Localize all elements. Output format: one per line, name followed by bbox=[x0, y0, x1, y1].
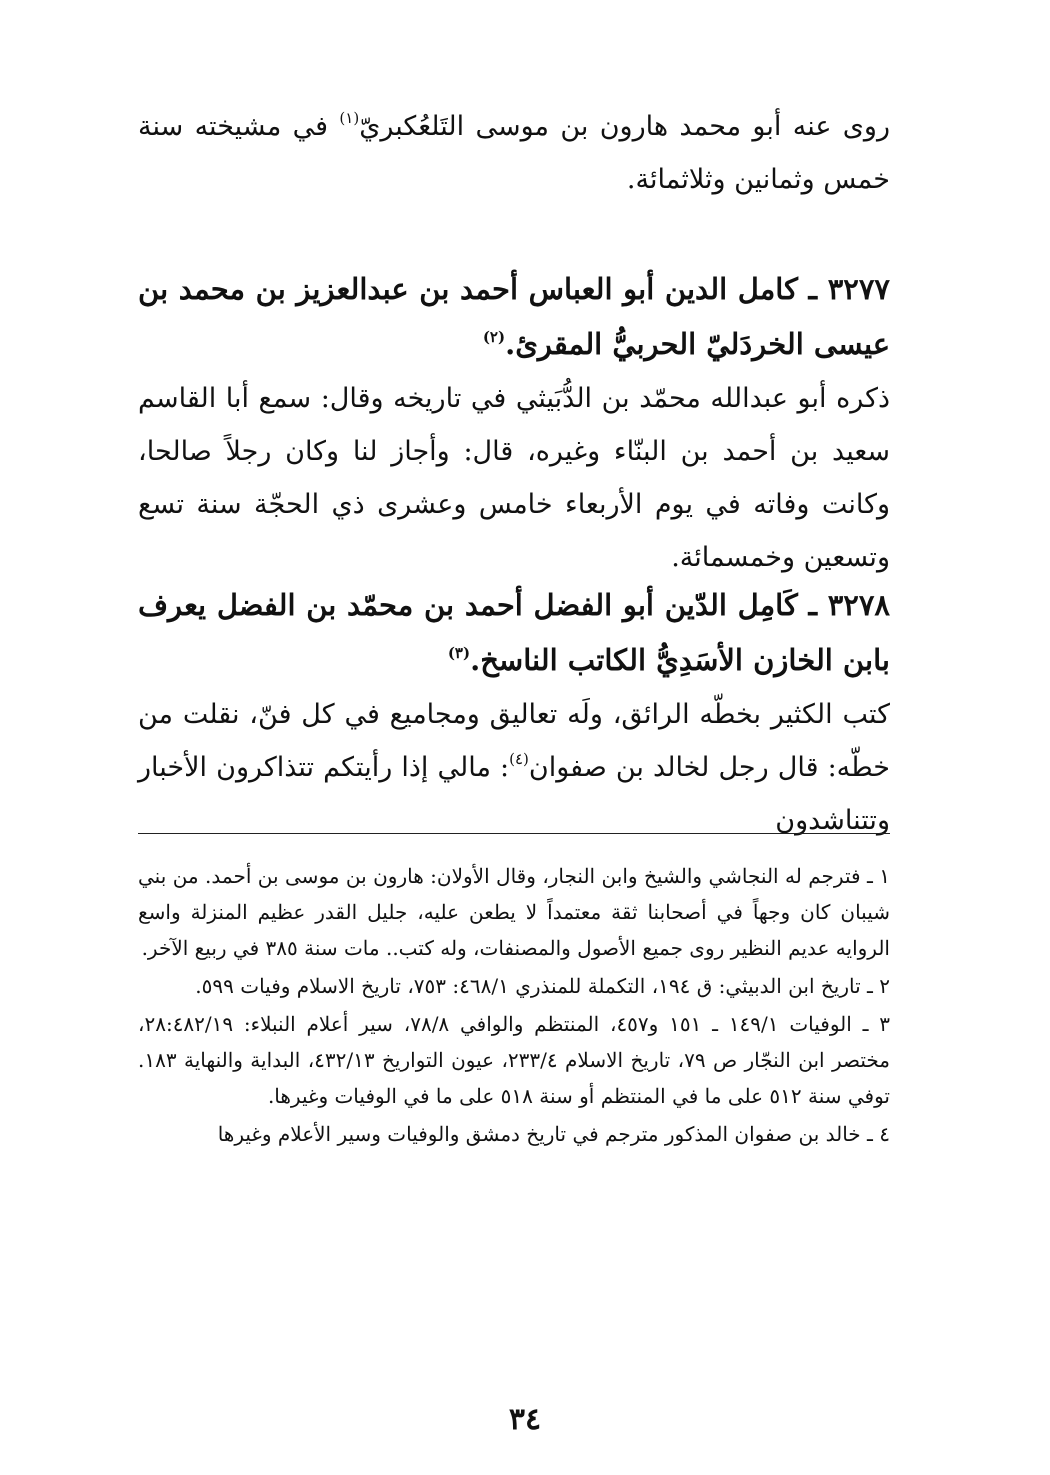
entry-3278 bbox=[138, 578, 890, 847]
footnotes-section bbox=[138, 858, 890, 1154]
footnote-ref-3[interactable]: (٣) bbox=[447, 644, 471, 662]
footnote-1: ١ ـ فترجم له النجاشي والشيخ وابن النجار، وقال الأولان: هارون بن موسى بن أحمد. من بني شيبان كان وجهاً في أصحابنا ثقة معتمداً لا يطعن عليه، جليل القدر عظيم المنزلة واسع الروايه عديم النظير روى جميع الأصول والمصنفات، وله كتب.. مات سنة ٣٨٥ في ربيع الآخر. bbox=[138, 864, 890, 960]
intro-text-part1: روى عنه أبو محمد هارون بن موسى التَلعُكبريّ bbox=[359, 111, 890, 142]
entry-3277-heading bbox=[138, 262, 890, 372]
footnote-4: ٤ ـ خالد بن صفوان المذكور مترجم في تاريخ دمشق والوفيات وسير الأعلام وغيرها bbox=[217, 1122, 890, 1146]
entry-3277-title: ٣٢٧٧ ـ كامل الدين أبو العباس أحمد بن عبدالعزيز بن محمد بن عيسى الخردَليّ الحربيُّ المقرئ. bbox=[138, 272, 890, 361]
footnote-2: ٢ ـ تاريخ ابن الدبيثي: ق ١٩٤، التكملة للمنذري ٤٦٨/١: ٧٥٣، تاريخ الاسلام وفيات ٥٩٩. bbox=[195, 974, 890, 998]
entry-3278-heading bbox=[138, 578, 890, 688]
entry-3277-body: ذكره أبو عبدالله محمّد بن الدُّبَيثي في تاريخه وقال: سمع أبا القاسم سعيد بن أحمد بن البنّاء وغيره، قال: وأجاز لنا وكان رجلاً صالحا، وكانت وفاته في يوم الأربعاء خامس وعشرى ذي الحجّة سنة تسع وتسعين وخمسمائة. bbox=[138, 383, 890, 573]
entry-3278-body-part1: كتب الكثير بخطّه الرائق، ولَه تعاليق ومجاميع في كل فنّ، نقلت من خطّه: قال رجل لخالد بن صفوان bbox=[138, 699, 890, 783]
entry-3277 bbox=[138, 262, 890, 584]
footnote-ref-4[interactable]: (٤) bbox=[509, 750, 529, 768]
page-number: ٣٤ bbox=[508, 1402, 542, 1437]
entry-3278-body bbox=[138, 688, 890, 847]
entry-3278-body-part2: : مالي إذا رأيتكم تتذاكرون الأخبار وتتناشدون bbox=[138, 752, 890, 836]
footnote-divider bbox=[138, 833, 890, 834]
intro-text-part2: في مشيخته سنة خمس وثمانين وثلاثمائة. bbox=[138, 111, 890, 195]
entry-3278-title: ٣٢٧٨ ـ كَامِل الدّين أبو الفضل أحمد بن محمّد بن الفضل يعرف بابن الخازن الأسَدِيُّ الكاتب الناسخ. bbox=[138, 588, 890, 677]
intro-text bbox=[138, 100, 890, 206]
footnote-ref-2[interactable]: (٢) bbox=[482, 328, 506, 346]
footnote-3: ٣ ـ الوفيات ١٤٩/١ ـ ١٥١ و٤٥٧، المنتظم والوافي ٧٨/٨، سير أعلام النبلاء: ٢٨:٤٨٢/١٩، مختصر ابن النجّار ص ٧٩، تاريخ الاسلام ٢٣٣/٤، عيون التواريخ ٤٣٢/١٣، البداية والنهاية ١٨٣. توفي سنة ٥١٢ على ما في المنتظم أو سنة ٥١٨ على ما في الوفيات وغيرها. bbox=[138, 1012, 891, 1108]
intro-paragraph bbox=[138, 100, 890, 206]
footnote-ref-1[interactable]: (١) bbox=[339, 109, 360, 127]
